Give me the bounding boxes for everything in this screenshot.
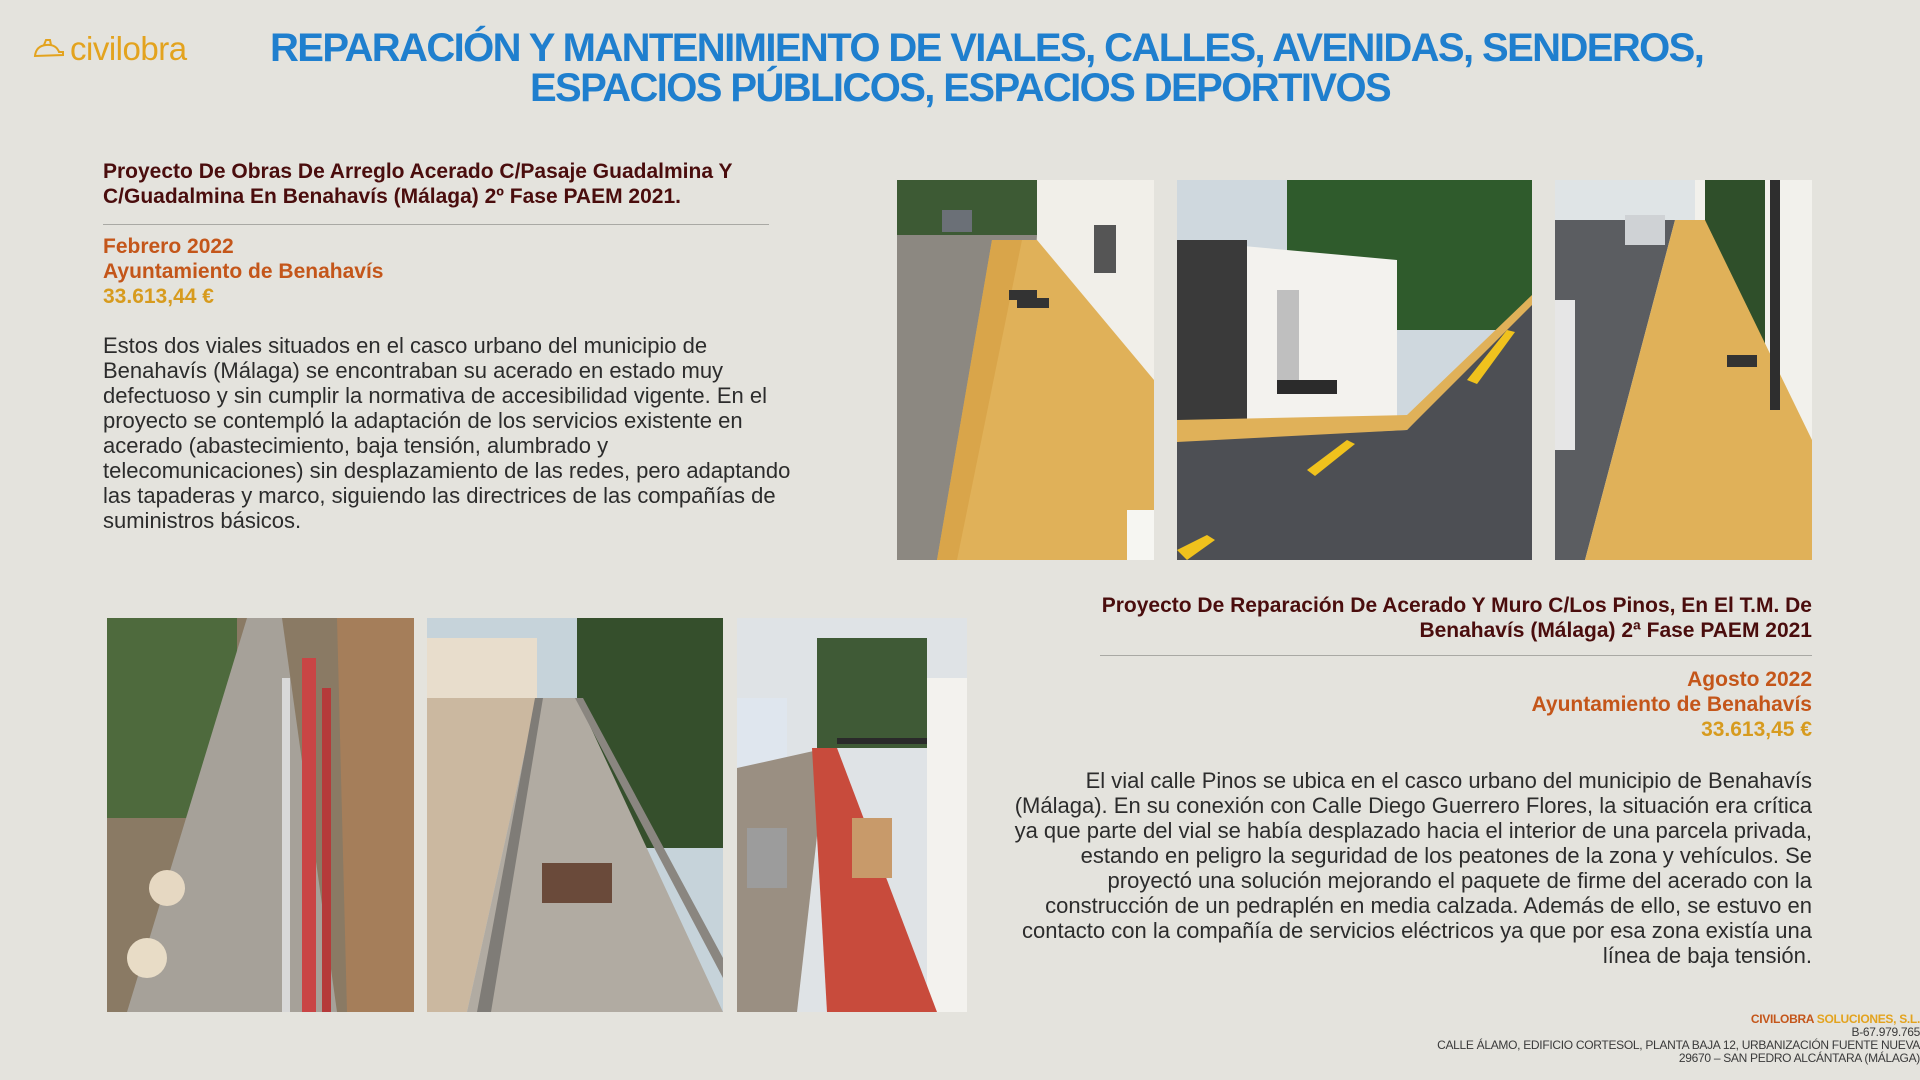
project2-photo-3: [737, 618, 967, 1012]
project1-divider: [103, 224, 769, 225]
project1-photo-3: [1555, 180, 1812, 560]
footer-city: 29670 – SAN PEDRO ALCÁNTARA (MÁLAGA): [1678, 1051, 1920, 1065]
logo-text: civilobra: [70, 30, 187, 67]
project2-client: Ayuntamiento de Benahavís: [1531, 693, 1812, 716]
project1-photo-1: [897, 180, 1154, 560]
project1-title-line2: C/Guadalmina En Benahavís (Málaga) 2º Fase PAEM 2021.: [103, 185, 681, 208]
footer-company-name: CIVILOBRA: [1750, 1012, 1814, 1026]
company-logo: [32, 30, 187, 68]
project2-meta: [1300, 667, 1812, 742]
project1-amount: 33.613,44 €: [103, 285, 214, 308]
project1-description: Estos dos viales situados en el casco urbano del municipio de Benahavís (Málaga) se encontraban su acerado en estado muy defectuoso y sin cumplir la normativa de accesibilidad vigente. En el proyecto se contempló la adaptación de los servicios existente en acerado (abastecimiento, baja tensión, alumbrado y telecomunicaciones) sin desplazamiento de las redes, pero adaptando las tapaderas y marco, siguiendo las directrices de las compañías de suministros básicos.: [103, 333, 791, 533]
hard-hat-icon: [32, 38, 66, 60]
project2-photo-1: [107, 618, 414, 1012]
project1-meta: [103, 234, 383, 309]
footer-cif: B-67.979.765: [1851, 1025, 1920, 1039]
project1-title: [103, 159, 803, 209]
project1-client: Ayuntamiento de Benahavís: [103, 260, 384, 283]
footer-company-suffix: SOLUCIONES, S.L.: [1816, 1012, 1920, 1026]
project2-photo-2: [427, 618, 723, 1012]
project2-title-line2: Benahavís (Málaga) 2ª Fase PAEM 2021: [1419, 619, 1812, 642]
project2-title: [1020, 593, 1812, 643]
page-title-line1: REPARACIÓN Y MANTENIMIENTO DE VIALES, CALLES, AVENIDAS, SENDEROS,: [270, 26, 1704, 70]
project2-date: Agosto 2022: [1687, 668, 1812, 691]
project1-date: Febrero 2022: [103, 235, 234, 258]
footer-address: CALLE ÁLAMO, EDIFICIO CORTESOL, PLANTA BAJA 12, URBANIZACIÓN FUENTE NUEVA: [1437, 1038, 1920, 1052]
project2-amount: 33.613,45 €: [1701, 718, 1812, 741]
page-title: [270, 26, 1704, 110]
project1-title-line1: Proyecto De Obras De Arreglo Acerado C/Pasaje Guadalmina Y: [103, 160, 733, 183]
footer-company: [1437, 1013, 1920, 1026]
project2-title-line1: Proyecto De Reparación De Acerado Y Muro C/Los Pinos, En El T.M. De: [1101, 594, 1812, 617]
project2-divider: [1100, 655, 1812, 656]
project2-description: El vial calle Pinos se ubica en el casco urbano del municipio de Benahavís (Málaga). En su conexión con Calle Diego Guerrero Flores, la situación era crítica ya que parte del vial se había desplazado hacia el interior de una parcela privada, estando en peligro la seguridad de los peatones de la zona y vehículos. Se proyectó una solución mejorando el paquete de firme del acerado con la construcción de un pedraplén en media calzada. Además de ello, se estuvo en contacto con la compañía de servicios eléctricos ya que por esa zona existía una línea de baja tensión.: [1014, 768, 1812, 968]
project1-photo-2: [1177, 180, 1532, 560]
page-title-line2: ESPACIOS PÚBLICOS, ESPACIOS DEPORTIVOS: [529, 66, 1391, 110]
company-footer: [1437, 1013, 1920, 1065]
